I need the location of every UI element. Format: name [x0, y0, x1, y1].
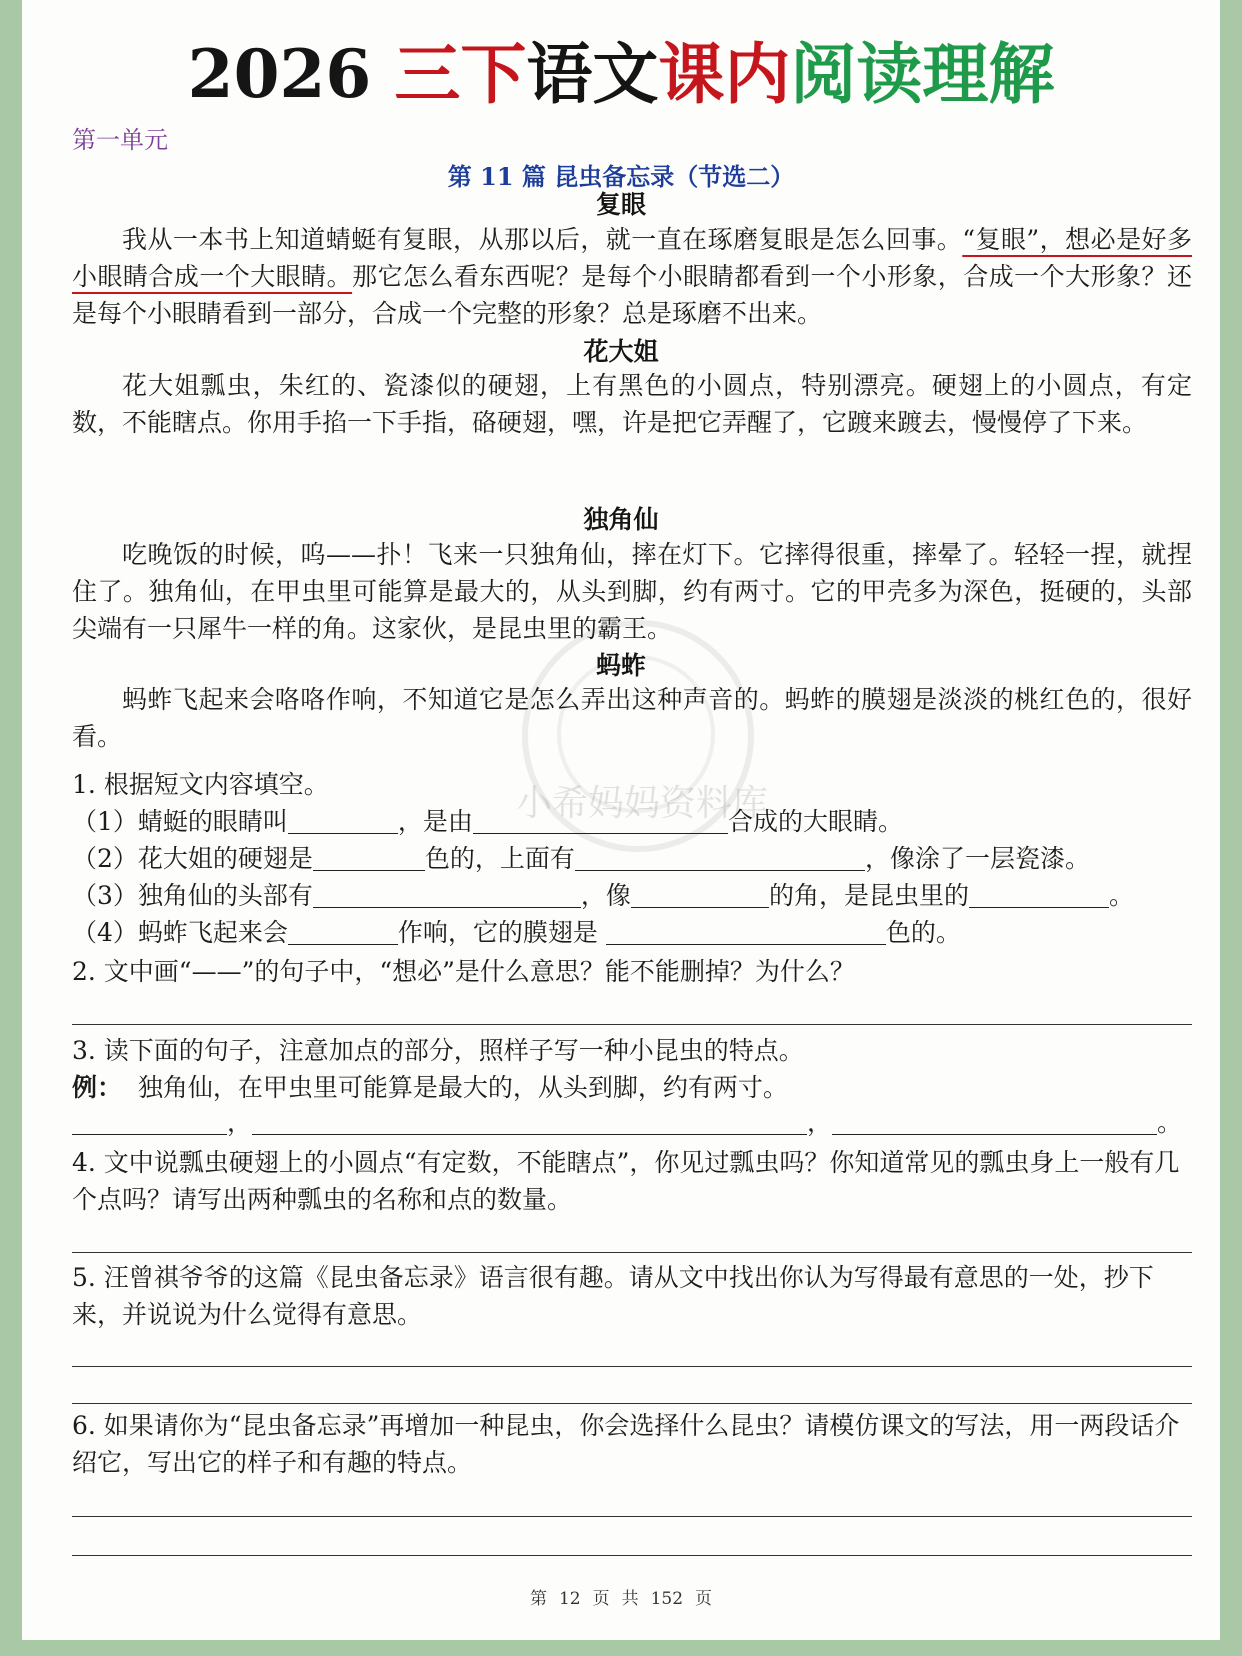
question-1-4	[72, 914, 961, 951]
question-text: （4）蚂蚱飞起来会	[72, 918, 288, 947]
question-1-3	[72, 877, 1134, 914]
answer-blank[interactable]	[473, 805, 728, 834]
question-text: 。	[1157, 1108, 1183, 1137]
section-title-ladybug: 花大姐	[583, 337, 659, 366]
question-2: 2. 文中画“——”的句子中，“想必”是什么意思？能不能删掉？为什么？	[72, 957, 855, 986]
answer-blank[interactable]	[575, 842, 865, 871]
answer-blank[interactable]	[969, 879, 1109, 908]
question-text: （1）蜻蜓的眼睛叫	[72, 807, 288, 836]
answer-blank[interactable]	[252, 1106, 807, 1135]
answer-blank[interactable]	[313, 842, 425, 871]
title-in-class: 课内	[658, 35, 791, 113]
question-1-2	[72, 840, 1090, 877]
total-pages: 152	[650, 1589, 684, 1609]
section-title-compound-eye: 复眼	[595, 190, 646, 219]
title-year: 2026	[187, 35, 372, 113]
answer-line[interactable]	[72, 1516, 1192, 1517]
question-text: 。	[1108, 881, 1134, 910]
section-text-ladybug: 花大姐瓢虫，朱红的、瓷漆似的硬翅，上有黑色的小圆点，特别漂亮。硬翅上的小圆点，有定数，不能瞎点。你用手掐一下手指，硌硬翅，嘿，许是把它弄醒了，它踱来踱去，慢慢停了下来。	[72, 371, 1192, 437]
footer-text: 页	[695, 1589, 713, 1609]
question-6: 6. 如果请你为“昆虫备忘录”再增加一种昆虫，你会选择什么昆虫？请模仿课文的写法，用一两段话介绍它，写出它的样子和有趣的特点。	[72, 1411, 1180, 1477]
answer-blank[interactable]	[288, 916, 398, 945]
underlined-sentence: “复眼”，想必是好多小眼睛合成一个大眼睛。	[72, 225, 1192, 291]
title-grade: 三下	[394, 35, 527, 113]
question-text: ，是由	[397, 807, 473, 836]
question-1: 1. 根据短文内容填空。	[72, 770, 329, 799]
question-3-example	[72, 1069, 788, 1106]
question-3: 3. 读下面的句子，注意加点的部分，照样子写一种小昆虫的特点。	[72, 1036, 804, 1065]
question-text: 合成的大眼睛。	[727, 807, 903, 836]
question-3-answer	[72, 1104, 1182, 1141]
page-footer	[22, 1584, 1220, 1609]
question-text: 色的。	[885, 918, 961, 947]
example-label: 例：	[72, 1073, 123, 1102]
question-1-1	[72, 803, 903, 840]
answer-line[interactable]	[72, 1403, 1192, 1404]
page-number: 12	[558, 1589, 581, 1609]
unit-label: 第一单元	[72, 126, 168, 154]
question-text: 的角，是昆虫里的	[768, 881, 969, 910]
footer-text: 第	[529, 1589, 547, 1609]
watermark-text: 小希妈妈资料库	[515, 783, 768, 824]
question-text: 作响，它的膜翅是	[397, 918, 598, 947]
section-text-compound-eye	[72, 221, 1192, 332]
answer-blank[interactable]	[606, 916, 886, 945]
section-text-rhino-beetle: 吃晚饭的时候，呜——扑！飞来一只独角仙，摔在灯下。它摔得很重，摔晕了。轻轻一捏，就捏住了。独角仙，在甲虫里可能算是最大的，从头到脚，约有两寸。它的甲壳多为深色，挺硬的，头部尖端有一只犀牛一样的角。这家伙，是昆虫里的霸王。	[72, 540, 1192, 643]
question-text: 色的，上面有	[424, 844, 575, 873]
question-text: ，	[227, 1108, 253, 1137]
footer-text: 共	[621, 1589, 639, 1609]
question-text: ，	[807, 1108, 833, 1137]
answer-blank[interactable]	[313, 879, 581, 908]
section-title-rhino-beetle: 独角仙	[583, 505, 659, 534]
answer-line[interactable]	[72, 1555, 1192, 1556]
answer-blank[interactable]	[288, 805, 398, 834]
answer-line[interactable]	[72, 1366, 1192, 1367]
article-title: 第 11 篇 昆虫备忘录（节选二）	[447, 162, 795, 191]
answer-blank[interactable]	[832, 1106, 1157, 1135]
question-text: ，像涂了一层瓷漆。	[864, 844, 1090, 873]
question-5: 5. 汪曾祺爷爷的这篇《昆虫备忘录》语言很有趣。请从文中找出你认为写得最有意思的一处，抄下来，并说说为什么觉得有意思。	[72, 1263, 1154, 1329]
page-title	[22, 34, 1220, 114]
question-4: 4. 文中说瓢虫硬翅上的小圆点“有定数，不能瞎点”，你见过瓢虫吗？你知道常见的瓢虫身上一般有几个点吗？请写出两种瓢虫的名称和点的数量。	[72, 1148, 1180, 1214]
worksheet-page	[22, 0, 1220, 1640]
section-text-grasshopper: 蚂蚱飞起来会咯咯作响，不知道它是怎么弄出这种声音的。蚂蚱的膜翅是淡淡的桃红色的，很好看。	[72, 685, 1192, 751]
answer-blank[interactable]	[631, 879, 769, 908]
answer-line[interactable]	[72, 1024, 1192, 1025]
title-reading: 阅读理解	[790, 35, 1055, 113]
question-text: （3）独角仙的头部有	[72, 881, 313, 910]
question-text: （2）花大姐的硬翅是	[72, 844, 313, 873]
text-segment: 那它怎么看东西呢？是每个小眼睛都看到一个小形象，合成一个大形象？还是每个小眼睛看到一部分，合成一个完整的形象？总是琢磨不出来。	[72, 262, 1192, 328]
text-segment: 我从一本书上知道蜻蜓有复眼，从那以后，就一直在琢磨复眼是怎么回事。	[122, 225, 963, 254]
footer-text: 页	[592, 1589, 610, 1609]
question-text: ，像	[580, 881, 631, 910]
section-title-grasshopper: 蚂蚱	[595, 651, 646, 680]
title-subject: 语文	[526, 35, 659, 113]
answer-line[interactable]	[72, 1252, 1192, 1253]
example-text: 独角仙，在甲虫里可能算是最大的，从头到脚，约有两寸。	[137, 1073, 788, 1102]
answer-blank[interactable]	[72, 1106, 227, 1135]
